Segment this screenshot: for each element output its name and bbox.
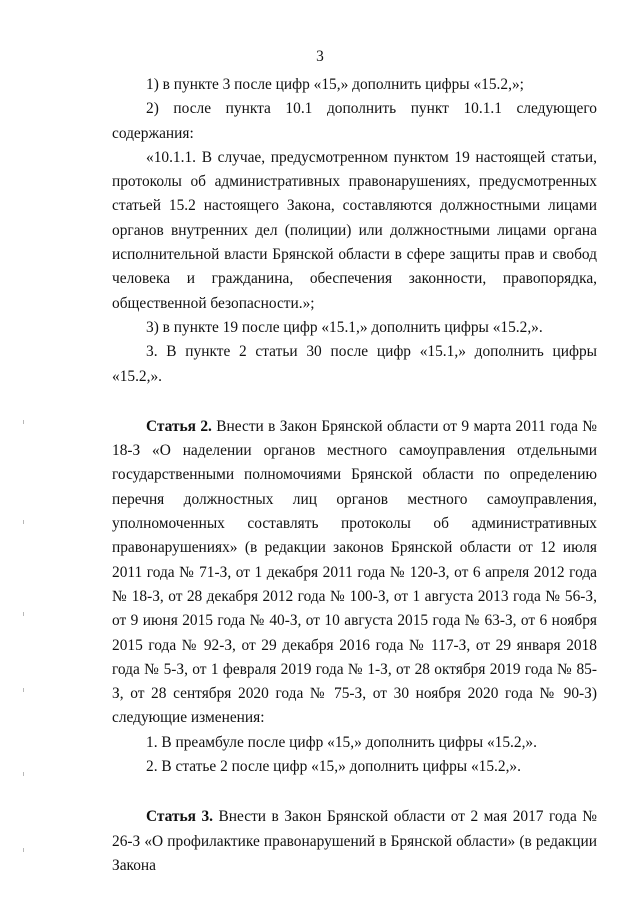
scan-artifact: [23, 848, 24, 852]
document-body: [112, 73, 597, 878]
scan-artifact: [23, 688, 24, 692]
paragraph-item-3: 3) в пункте 19 после цифр «15.1,» дополнить цифры «15.2,».: [146, 318, 543, 336]
article-2-item-2: 2. В статье 2 после цифр «15,» дополнить цифры «15.2,».: [146, 758, 521, 776]
article-2-text: Внести в Закон Брянской области от 9 марта 2011 года № 18-З «О наделении органов местного самоуправления отдельными государственными полномочиями Брянской области по определению перечня должностных лиц органов местного самоуправления, уполномоченных составлять протоколы об административных правонарушениях» (в редакции законов Брянской области от 12 июля 2011 года № 71-З, от 1 декабря 2011 года № 120-З, от 6 апреля 2012 года № 18-З, от 28 декабря 2012 года № 100-З, от 1 августа 2013 года № 56-З, от 9 июня 2015 года № 40-З, от 10 августа 2015 года № 63-З, от 6 ноября 2015 года № 92-З, от 29 декабря 2016 года № 117-З, от 29 января 2018 года № 5-З, от 1 февраля 2019 года № 1-З, от 28 октября 2019 года № 85-З, от 28 сентября 2020 года № 75-З, от 30 ноября 2020 года № 90-З) следующие изменения:: [112, 417, 597, 727]
spacer: [112, 779, 597, 805]
scan-artifact: [23, 520, 24, 524]
scan-artifact: [23, 772, 24, 776]
article-3-paragraph: [112, 805, 597, 878]
spacer: [112, 389, 597, 415]
article-3-heading: Статья 3.: [146, 808, 214, 826]
article-2-heading: Статья 2.: [146, 417, 212, 435]
scan-artifact: [23, 612, 24, 616]
article-2-paragraph: [112, 415, 597, 731]
quoted-clause-10-1-1: «10.1.1. В случае, предусмотренном пунктом 19 настоящей статьи, протоколы об административных правонарушениях, предусмотренных статьей 15.2 настоящего Закона, составляются должностными лицами органов внутренних дел (полиции) или должностными лицами органа исполнительной власти Брянской области в сфере защиты прав и свобод человека и гражданина, обеспечения законности, правопорядка, общественной безопасности.»;: [112, 148, 597, 312]
article-3-text: Внести в Закон Брянской области от 2 мая 2017 года № 26-З «О профилактике правонарушений в Брянской области» (в редакции Закона: [112, 808, 597, 874]
scan-artifact: [23, 420, 24, 424]
paragraph-item-2: 2) после пункта 10.1 дополнить пункт 10.1.1 следующего содержания:: [112, 100, 597, 142]
article-2-item-1: 1. В преамбуле после цифр «15,» дополнить цифры «15.2,».: [146, 733, 537, 751]
page-number: 3: [316, 48, 324, 65]
paragraph-item-1: 1) в пункте 3 после цифр «15,» дополнить цифры «15.2,»;: [146, 76, 524, 93]
paragraph-point-3: 3. В пункте 2 статьи 30 после цифр «15.1,» дополнить цифры «15.2,».: [112, 343, 597, 385]
